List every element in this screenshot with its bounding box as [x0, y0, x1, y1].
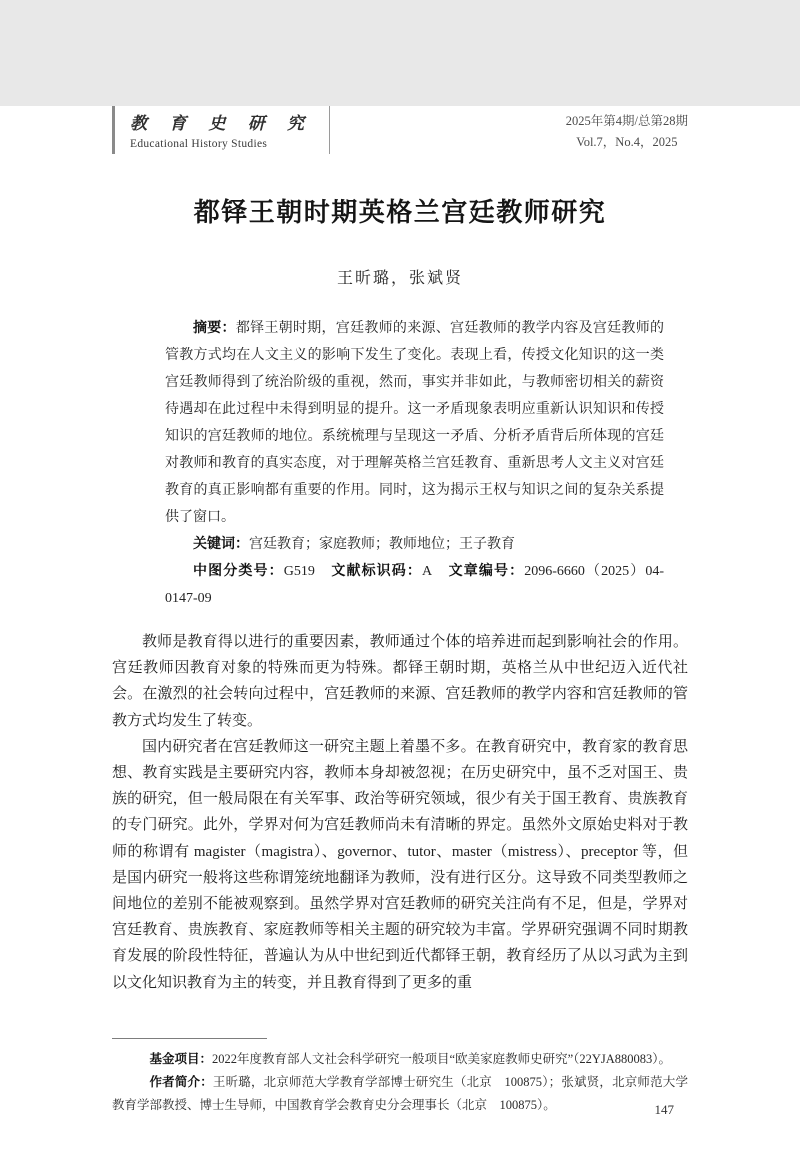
- keywords-text: 宫廷教育；家庭教师；教师地位；王子教育: [249, 537, 515, 552]
- author-bio-note: [112, 1071, 688, 1117]
- page-number: 147: [654, 1102, 674, 1117]
- journal-header: [112, 106, 688, 154]
- footnotes: [112, 1038, 688, 1117]
- footnote-divider: [112, 1038, 267, 1039]
- author-bio-text: 王昕璐，北京师范大学教育学部博士研究生（北京 100875）；张斌贤，北京师范大学教育学部教授、博士生导师，中国教育学会教育史分会理事长（北京 100875）。: [112, 1074, 688, 1112]
- article-title: 都铎王朝时期英格兰宫廷教师研究: [193, 197, 607, 227]
- body-paragraph-2: 国内研究者在宫廷教师这一研究主题上着墨不多。在教育研究中，教育家的教育思想、教育实践是主要研究内容，教师本身却被忽视；在历史研究中，虽不乏对国王、贵族的研究，但一般局限在有关军事、政治等研究领域，很少有关于国王教育、贵族教育的专门研究。此外，学界对何为宫廷教师尚未有清晰的界定。虽然外文原始史料对于教师的称谓有 magister（magistra）、governor、tutor、master（mistress）、preceptor 等，但是国内研究一般将这些称谓笼统地翻译为教师，没有进行区分。这导致不同类型教师之间地位的差别不能被观察到。虽然学界对宫廷教师的研究关注尚有不足，但是，学界对宫廷教育、贵族教育、家庭教师等相关主题的研究较为丰富。学界研究强调不同时期教育发展的阶段性特征，普遍认为从中世纪到近代都铎王朝，教育经历了从以习武为主到以文化知识教育为主的转变，并且教育得到了更多的重: [112, 738, 688, 991]
- article-no-label: 文章编号：: [447, 564, 525, 579]
- journal-logo: [112, 106, 330, 154]
- abstract-paragraph: [165, 315, 664, 531]
- keywords-label: 关键词：: [193, 537, 249, 552]
- classification-line: [165, 558, 664, 612]
- fund-text: 2022年度教育部人文社会科学研究一般项目“欧美家庭教师史研究”（22YJA880083）。: [212, 1051, 672, 1066]
- clc-value: G519: [283, 564, 315, 579]
- article-no-value: 2096-6660（2025）04-0147-09: [165, 564, 665, 606]
- abstract-label: 摘要：: [193, 321, 236, 336]
- body-paragraph-1: 教师是教育得以进行的重要因素，教师通过个体的培养进而起到影响社会的作用。宫廷教师因教育对象的特殊而更为特殊。都铎王朝时期，英格兰从中世纪迈入近代社会。在激烈的社会转向过程中，宫廷教师的来源、宫廷教师的教学内容和宫廷教师的管教方式均发生了转变。: [112, 634, 688, 729]
- issue-line-cn: 2025年第4期/总第28期: [565, 114, 688, 128]
- article-body: [112, 629, 688, 996]
- abstract-text: 都铎王朝时期，宫廷教师的来源、宫廷教师的教学内容及宫廷教师的管教方式均在人文主义的影响下发生了变化。表现上看，传授文化知识的这一类宫廷教师得到了统治阶级的重视，然而，事实并非如此，与教师密切相关的薪资待遇却在此过程中未得到明显的提升。这一矛盾现象表明应重新认识知识和传授知识的宫廷教师的地位。系统梳理与呈现这一矛盾、分析矛盾背后所体现的宫廷对教师和教育的真实态度，对于理解英格兰宫廷教育、重新思考人文主义对宫廷教育的真正影响都有重要的作用。同时，这为揭示王权与知识之间的复杂关系提供了窗口。: [165, 321, 664, 525]
- article-authors: 王昕璐，张斌贤: [336, 270, 463, 287]
- journal-page: [0, 106, 800, 1165]
- author-bio-label: 作者简介：: [149, 1074, 213, 1089]
- keywords-line: [165, 531, 664, 558]
- journal-name-cn: 教 育 史 研 究: [130, 114, 313, 133]
- journal-name-en: Educational History Studies: [130, 138, 268, 150]
- doc-code-value: A: [422, 564, 433, 579]
- fund-note: [112, 1048, 688, 1071]
- issue-info: [566, 111, 688, 153]
- fund-label: 基金项目：: [149, 1051, 213, 1066]
- clc-label: 中图分类号：: [193, 564, 284, 579]
- issue-line-en: Vol.7，No.4，2025: [576, 135, 678, 149]
- doc-code-label: 文献标识码：: [330, 564, 423, 579]
- abstract-block: [165, 315, 664, 612]
